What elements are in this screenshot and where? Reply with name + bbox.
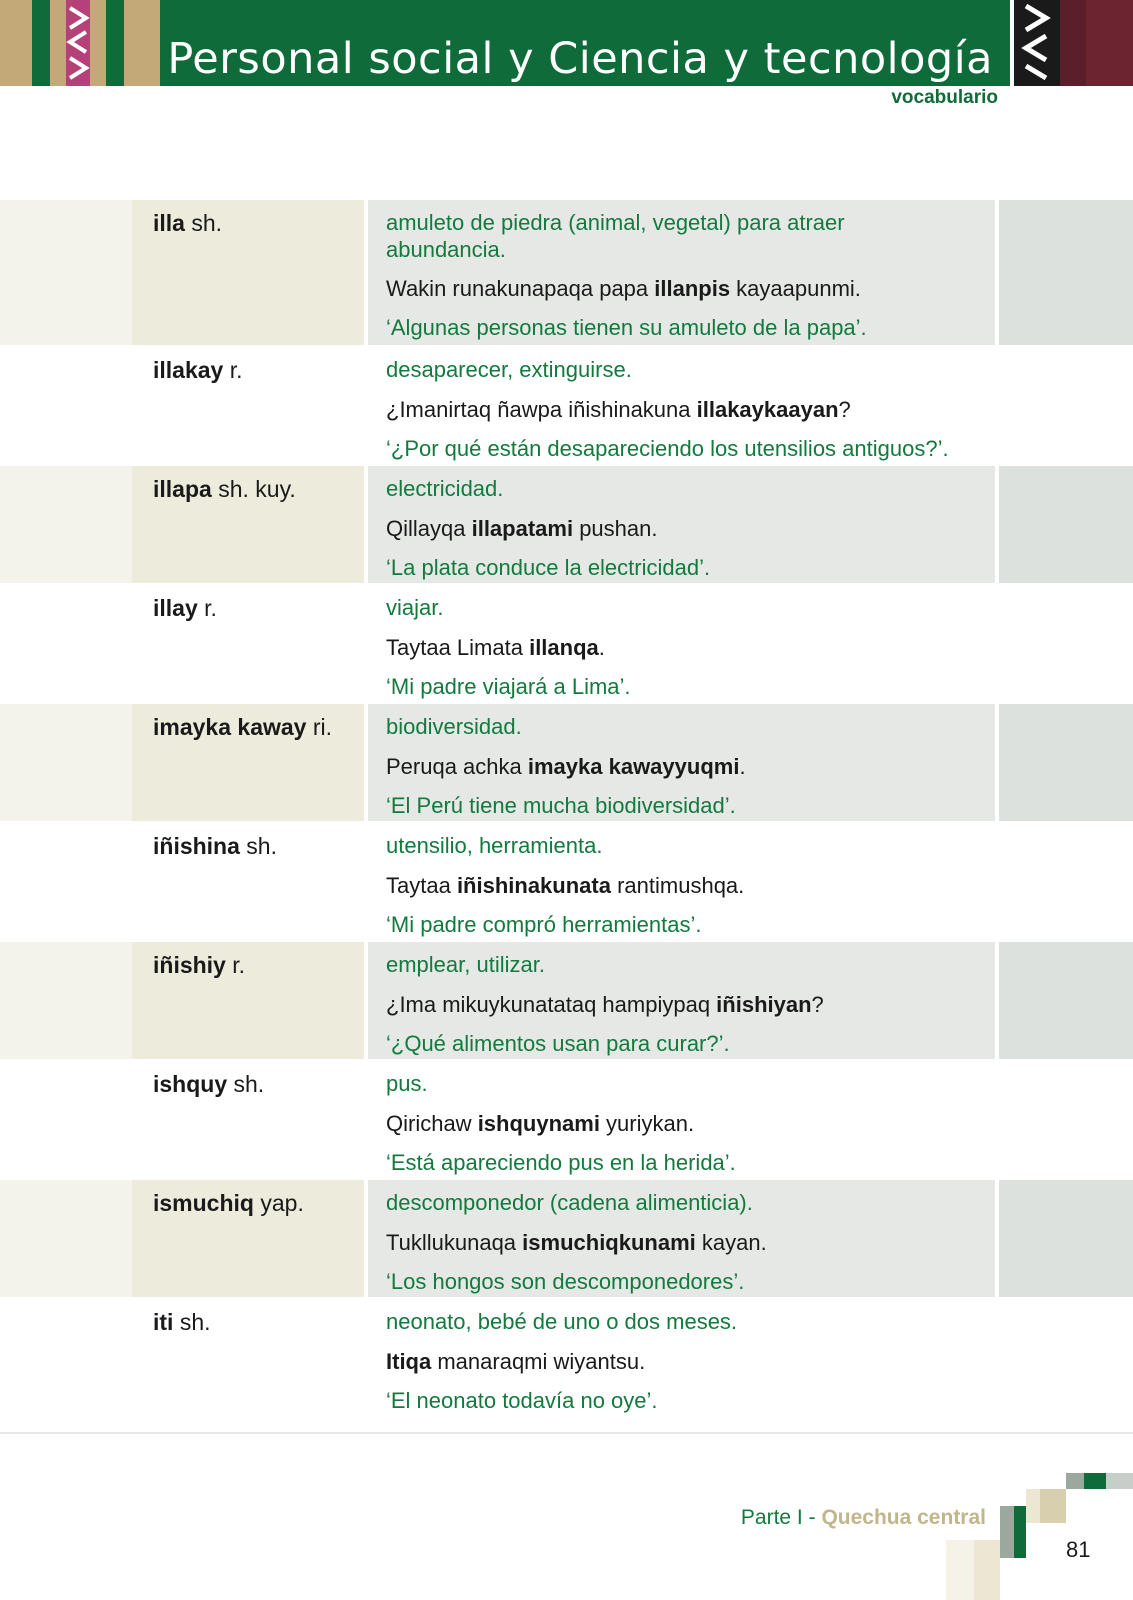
definition: utensilio, herramienta. — [386, 833, 603, 858]
example-sentence: ¿Imanirtaq ñawpa iñishinakuna illakaykaayan? — [386, 397, 851, 422]
side-box — [999, 704, 1133, 821]
example-sentence: Taytaa iñishinakunata rantimushqa. — [386, 873, 745, 898]
example-translation: ‘Está apareciendo pus en la herida’. — [386, 1150, 736, 1175]
definition: desaparecer, extinguirse. — [386, 357, 632, 382]
headword: illa sh. — [153, 210, 223, 236]
vocabulary-entry — [0, 466, 1133, 585]
page-number: 81 — [1066, 1537, 1091, 1562]
definition: viajar. — [386, 595, 444, 620]
example-translation: ‘El Perú tiene mucha biodiversidad’. — [386, 793, 736, 818]
example-translation: ‘Mi padre compró herramientas’. — [386, 912, 702, 937]
vocabulary-entry — [0, 704, 1133, 823]
definition: electricidad. — [386, 476, 504, 501]
vocabulary-entry — [0, 823, 1133, 942]
example-translation: ‘¿Qué alimentos usan para curar?’. — [386, 1031, 730, 1056]
header-stripe — [0, 0, 32, 86]
vocabulary-entry — [0, 942, 1133, 1061]
definition: amuleto de piedra (animal, vegetal) para atraer — [386, 210, 845, 235]
definition: biodiversidad. — [386, 714, 522, 739]
footer-deco-block — [1040, 1489, 1066, 1523]
definition: neonato, bebé de uno o dos meses. — [386, 1309, 738, 1334]
headword: ismuchiq yap. — [153, 1190, 304, 1216]
footer-deco-block — [974, 1540, 1000, 1600]
textile-motif-icon — [66, 0, 90, 86]
footer-deco-block — [946, 1540, 974, 1600]
headword: ishquy sh. — [153, 1071, 265, 1097]
side-box — [999, 200, 1133, 345]
example-translation: ‘¿Por qué están desapareciendo los utensilios antiguos?’. — [386, 436, 949, 461]
header-stripe — [1086, 0, 1133, 86]
example-translation: ‘La plata conduce la electricidad’. — [386, 555, 711, 580]
header-stripe — [50, 0, 66, 86]
example-sentence: Itiqa manaraqmi wiyantsu. — [386, 1349, 646, 1374]
footer-deco-block — [1106, 1473, 1133, 1489]
page-header — [0, 0, 1133, 86]
example-translation: ‘Los hongos son descomponedores’. — [386, 1269, 745, 1294]
definition: pus. — [386, 1071, 428, 1096]
textile-motif-icon — [1014, 0, 1060, 86]
header-stripe — [106, 0, 124, 86]
headword: imayka kaway ri. — [153, 714, 333, 740]
example-sentence: Tukllukunaqa ismuchiqkunami kayan. — [386, 1230, 767, 1255]
headword: iti sh. — [153, 1309, 211, 1335]
example-translation: ‘Algunas personas tienen su amuleto de la papa’. — [386, 315, 867, 340]
example-sentence: Qillayqa illapatami pushan. — [386, 516, 658, 541]
vocabulary-entry — [0, 1299, 1133, 1418]
vocabulary-entry — [0, 347, 1133, 466]
footer-deco-block — [1026, 1489, 1040, 1523]
vocabulary-entry — [0, 585, 1133, 704]
footer-label — [741, 1506, 986, 1530]
footer-deco-block — [1000, 1506, 1014, 1558]
example-sentence: Wakin runakunapaqa papa illanpis kayaapunmi. — [386, 276, 861, 301]
example-translation: ‘Mi padre viajará a Lima’. — [386, 674, 631, 699]
headword: illay r. — [153, 595, 217, 621]
vocabulary-list — [0, 200, 1133, 1418]
side-box — [999, 1180, 1133, 1297]
headword: iñishina sh. — [153, 833, 277, 859]
header-stripe — [32, 0, 50, 86]
footer-deco-block — [1014, 1506, 1026, 1558]
footer-deco-block — [1084, 1473, 1106, 1489]
definition-continued: abundancia. — [386, 237, 506, 262]
definition: emplear, utilizar. — [386, 952, 545, 977]
headword: iñishiy r. — [153, 952, 246, 978]
divider — [0, 1432, 1133, 1434]
vocabulary-entry — [0, 1180, 1133, 1299]
headword: illapa sh. kuy. — [153, 476, 296, 502]
definition: descomponedor (cadena alimenticia). — [386, 1190, 753, 1215]
example-translation: ‘El neonato todavía no oye’. — [386, 1388, 658, 1413]
footer-language: Quechua central — [821, 1506, 986, 1529]
footer-part: Parte I - — [740, 1506, 822, 1529]
vocabulary-entry — [0, 1061, 1133, 1180]
example-sentence: ¿Ima mikuykunatataq hampiypaq iñishiyan? — [386, 992, 824, 1017]
example-sentence: Peruqa achka imayka kawayyuqmi. — [386, 754, 746, 779]
header-stripe — [90, 0, 106, 86]
section-subtitle: vocabulario — [891, 87, 998, 108]
side-box — [999, 942, 1133, 1059]
example-sentence: Taytaa Limata illanqa. — [386, 635, 605, 660]
page-title: Personal social y Ciencia y tecnología — [167, 34, 993, 84]
header-stripe — [1060, 0, 1086, 86]
side-box — [999, 466, 1133, 583]
vocabulary-entry — [0, 200, 1133, 347]
header-stripe — [124, 0, 160, 86]
footer-deco-block — [1066, 1473, 1084, 1489]
example-sentence: Qirichaw ishquynami yuriykan. — [386, 1111, 695, 1136]
headword: illakay r. — [153, 357, 243, 383]
